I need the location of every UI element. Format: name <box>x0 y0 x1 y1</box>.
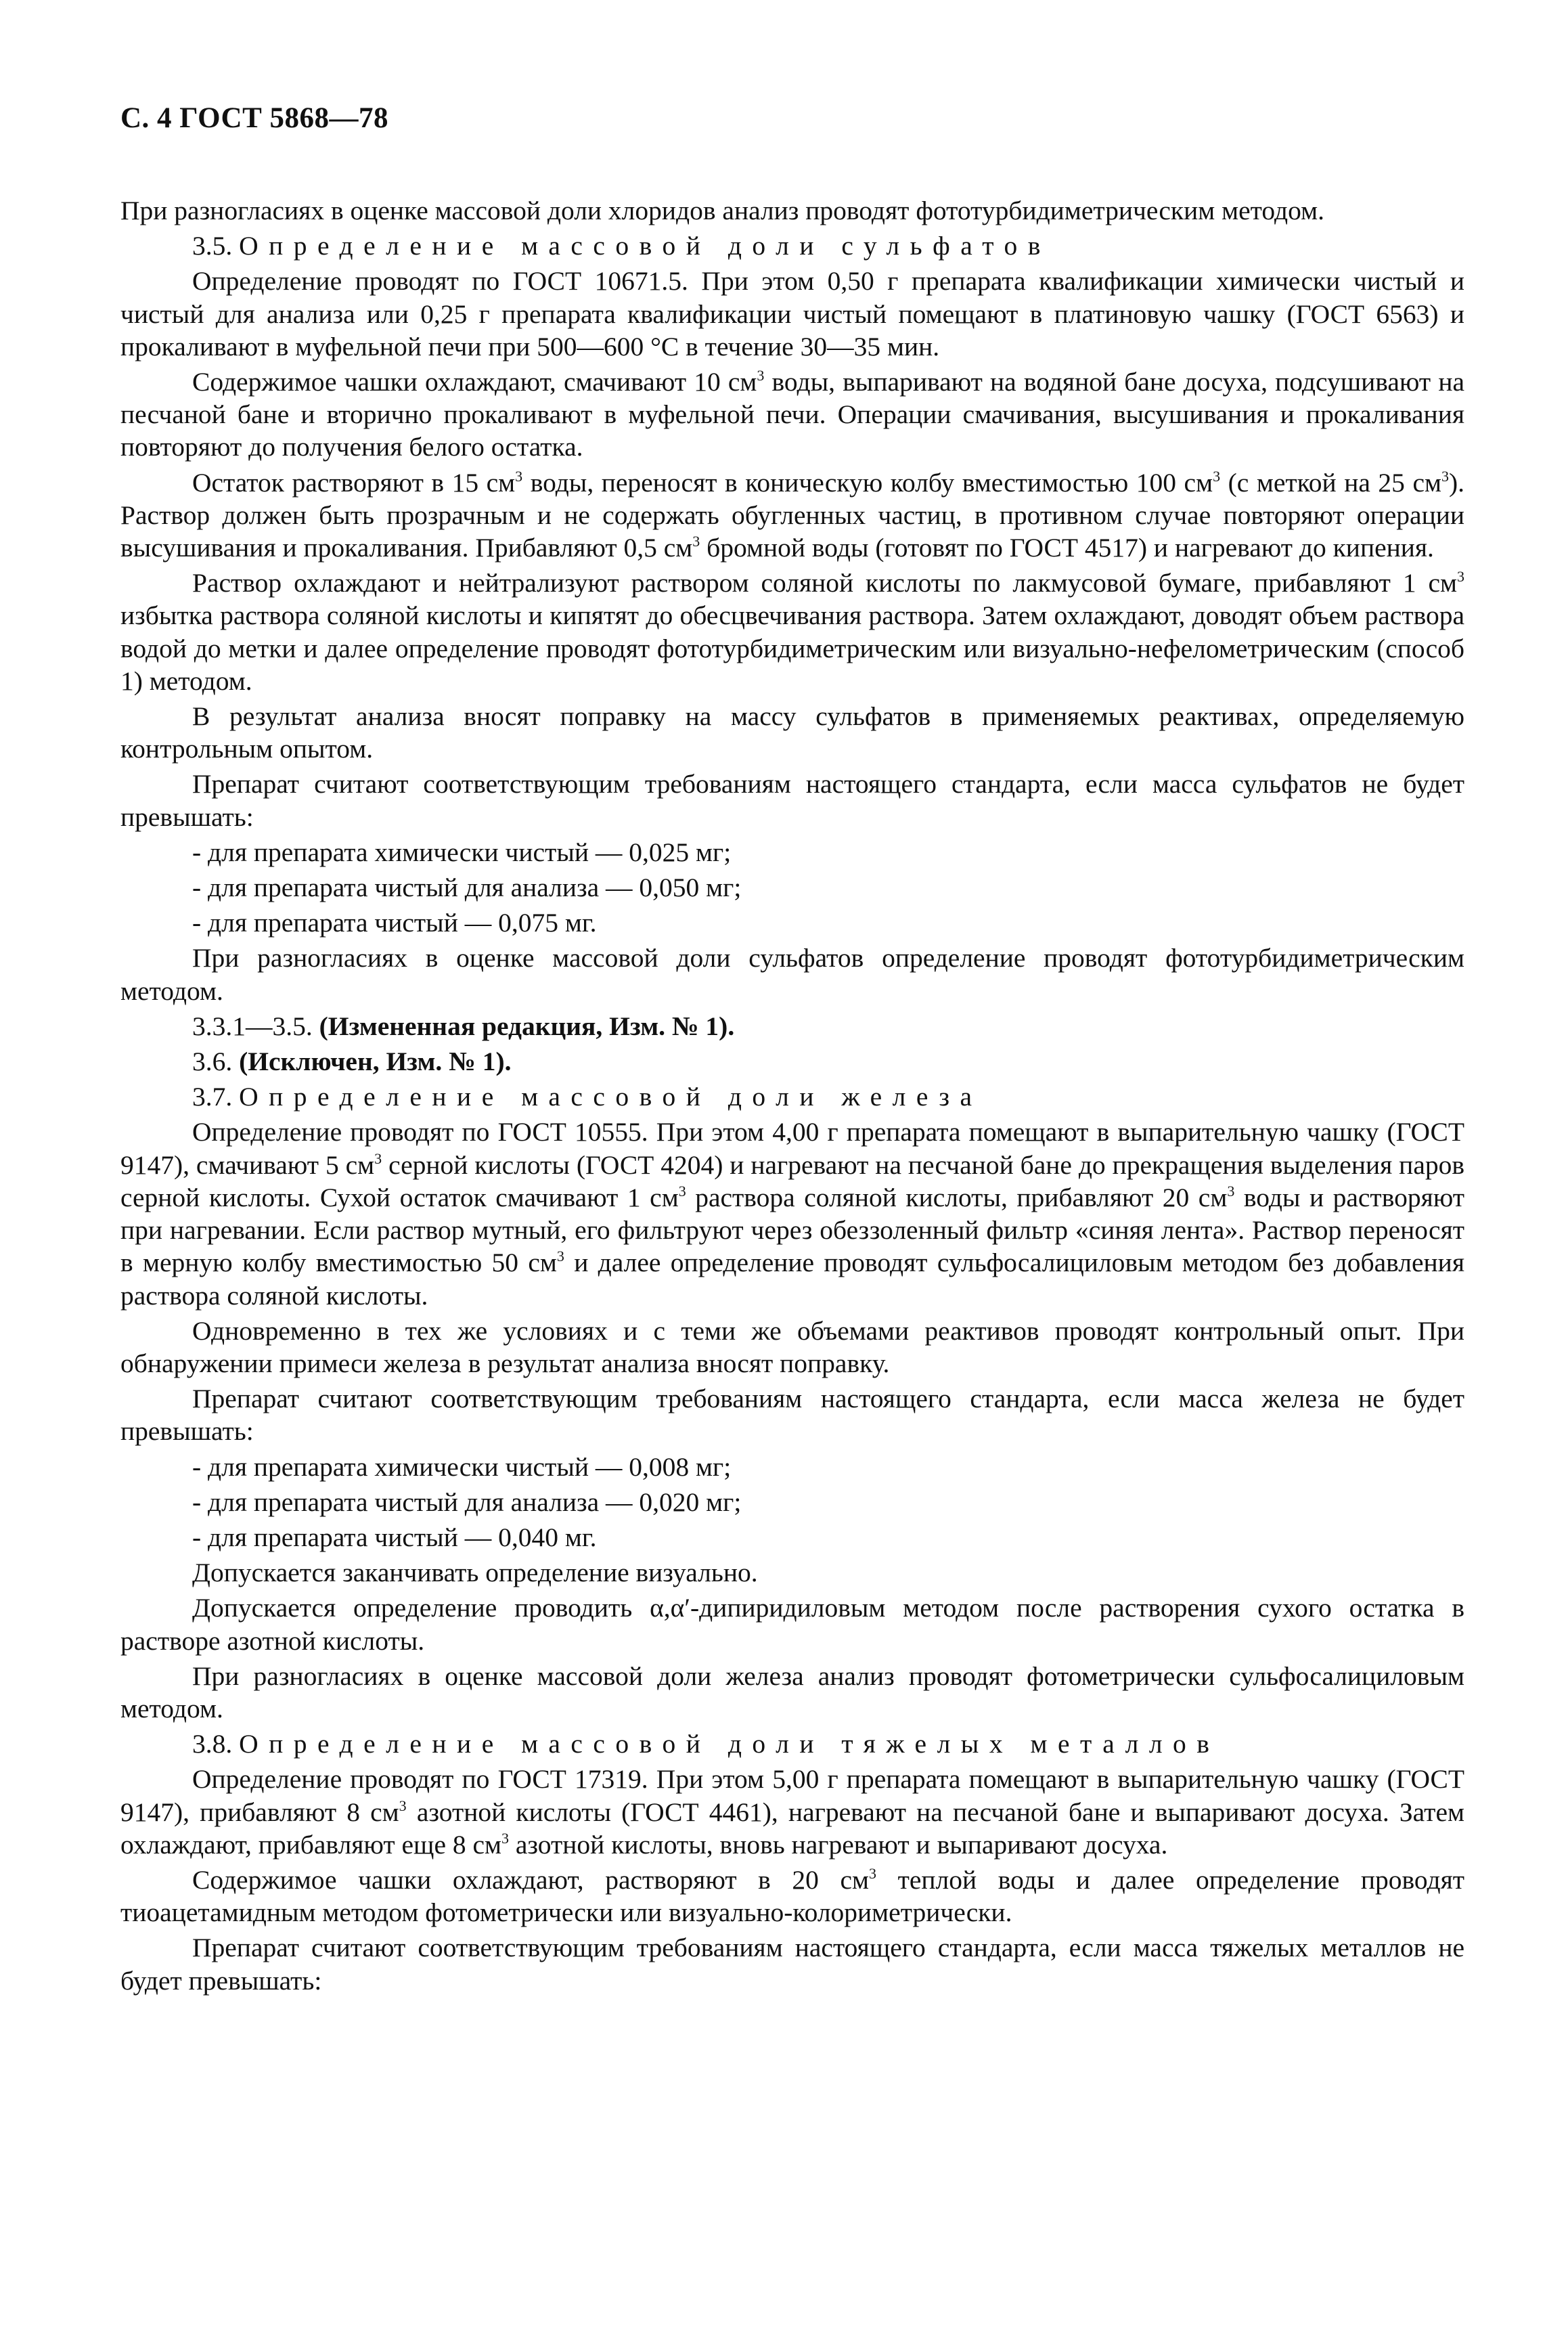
superscript: 3 <box>869 1864 877 1882</box>
amendment-note <box>120 1045 1464 1078</box>
text-run: - для препарата чистый для анализа — 0,020 мг; <box>192 1487 742 1517</box>
paragraph <box>120 1931 1464 1996</box>
superscript: 3 <box>1213 467 1221 485</box>
section-title: Определение массовой доли сульфатов <box>239 231 1051 261</box>
section-number: 3.8. <box>192 1729 240 1759</box>
text-run: Раствор охлаждают и нейтрализуют раствором соляной кислоты по лакмусовой бумаге, прибавляют 1 см <box>192 568 1457 598</box>
superscript: 3 <box>1457 568 1464 586</box>
section-number: 3.5. <box>192 231 240 261</box>
text-run: воды, переносят в коническую колбу вместимостью 100 см <box>522 467 1213 498</box>
superscript: 3 <box>1441 467 1449 485</box>
text-run: ). Раствор должен быть прозрачным и не содержать обугленных частиц, в противном случае повторяют операции высушивания и прокаливания. Прибавляют 0,5 см <box>120 467 1464 563</box>
paragraph <box>120 1556 1464 1589</box>
list-item <box>120 1486 1464 1518</box>
paragraph <box>120 366 1464 464</box>
list-item <box>120 1451 1464 1483</box>
superscript: 3 <box>374 1149 382 1167</box>
text-run: раствора соляной кислоты, прибавляют 20 см <box>686 1182 1228 1212</box>
text-run: При разногласиях в оценке массовой доли хлоридов анализ проводят фототурбидиметрическим методом. <box>120 196 1324 225</box>
superscript: 3 <box>692 533 700 550</box>
text-run: Содержимое чашки охлаждают, растворяют в 20 см <box>192 1864 870 1895</box>
text-run: Остаток растворяют в 15 см <box>192 467 516 498</box>
paragraph <box>120 1315 1464 1380</box>
text-run: (с меткой на 25 см <box>1220 467 1441 498</box>
paragraph <box>120 1763 1464 1861</box>
text-run: Определение проводят по ГОСТ 10671.5. При этом 0,50 г препарата квалификации химически чистый и чистый для анализа или 0,25 г препарата квалификации чистый помещают в платиновую чашку (ГОСТ 6563) и прокаливают в муфельной печи при 500—600 °С в течение 30—35 мин. <box>120 266 1464 361</box>
text-run: избытка раствора соляной кислоты и кипятят до обесцвечивания раствора. Затем охлаждают, доводят объем раствора водой до метки и далее определение проводят фототурбидиметрическим или визуально-нефелометрическим (способ 1) методом. <box>120 600 1464 696</box>
amendment-note <box>120 1010 1464 1042</box>
superscript: 3 <box>515 467 523 485</box>
superscript: 3 <box>501 1829 510 1847</box>
section-number: 3.7. <box>192 1082 240 1112</box>
section-heading-3-8 <box>120 1728 1464 1760</box>
paragraph <box>120 1864 1464 1929</box>
document-page <box>120 102 1464 2000</box>
paragraph <box>120 942 1464 1007</box>
list-item <box>120 871 1464 904</box>
text-run: Определение проводят по ГОСТ 10555. При этом 4,00 г препарата помещают в выпарительную чашку (ГОСТ 9147), смачивают 5 см <box>120 1117 1464 1180</box>
paragraph <box>120 1660 1464 1725</box>
text-run: 3.3.1—3.5. <box>192 1011 319 1041</box>
text-run: воды, выпаривают на водяной бане досуха, подсушивают на песчаной бане и вторично прокаливают в муфельной печи. Операции смачивания, высушивания и прокаливания повторяют до получения белого остатка. <box>120 367 1464 462</box>
paragraph <box>120 768 1464 833</box>
text-run: Препарат считают соответствующим требованиям настоящего стандарта, если масса сульфатов не будет превышать: <box>120 769 1464 832</box>
text-run: - для препарата химически чистый — 0,025 мг; <box>192 837 732 867</box>
text-run: азотной кислоты (ГОСТ 4461), нагревают на песчаной бане и выпаривают досуха. Затем охлаждают, прибавляют еще 8 см <box>120 1797 1464 1860</box>
text-run: воды и растворяют при нагревании. Если раствор мутный, его фильтруют через обеззоленный фильтр «синяя лента». Раствор переносят в мерную колбу вместимостью 50 см <box>120 1182 1464 1278</box>
text-run: серной кислоты (ГОСТ 4204) и нагревают на песчаной бане до прекращения выделения паров серной кислоты. Сухой остаток смачивают 1 см <box>120 1149 1465 1212</box>
paragraph <box>120 1382 1464 1447</box>
paragraph <box>120 194 1464 227</box>
text-run: Допускается заканчивать определение визуально. <box>192 1558 758 1588</box>
paragraph <box>120 700 1464 765</box>
text-run: Препарат считают соответствующим требованиям настоящего стандарта, если масса железа не будет превышать: <box>120 1384 1464 1447</box>
bold-text: (Исключен, Изм. № 1). <box>239 1047 512 1077</box>
text-run: - для препарата чистый для анализа — 0,050 мг; <box>192 873 742 903</box>
text-run: Определение проводят по ГОСТ 17319. При этом 5,00 г препарата помещают в выпарительную чашку (ГОСТ 9147), прибавляют 8 см <box>120 1764 1464 1827</box>
superscript: 3 <box>1227 1182 1235 1200</box>
section-title: Определение массовой доли железа <box>239 1082 983 1112</box>
superscript: 3 <box>757 367 765 384</box>
list-item <box>120 906 1464 939</box>
text-run: Препарат считают соответствующим требованиям настоящего стандарта, если масса тяжелых металлов не будет превышать: <box>120 1933 1464 1996</box>
superscript: 3 <box>678 1182 686 1200</box>
bold-text: (Измененная редакция, Изм. № 1). <box>319 1011 735 1041</box>
paragraph <box>120 466 1464 565</box>
text-run: Содержимое чашки охлаждают, смачивают 10 см <box>192 367 757 397</box>
list-item <box>120 836 1464 869</box>
text-run: Допускается определение проводить α,α′-дипиридиловым методом после растворения сухого остатка в растворе азотной кислоты. <box>120 1593 1464 1656</box>
list-item <box>120 1521 1464 1554</box>
text-run: теплой воды и далее определение проводят тиоацетамидным методом фотометрически или визуально-колориметрически. <box>120 1864 1465 1928</box>
superscript: 3 <box>556 1248 564 1265</box>
text-run: - для препарата чистый — 0,075 мг. <box>192 908 597 938</box>
text-run: 3.6. <box>192 1047 240 1077</box>
text-run: При разногласиях в оценке массовой доли железа анализ проводят фотометрически сульфосалициловым методом. <box>120 1661 1464 1723</box>
text-run: Одновременно в тех же условиях и с теми же объемами реактивов проводят контрольный опыт. При обнаружении примеси железа в результат анализа вносят поправку. <box>120 1315 1464 1378</box>
text-run: При разногласиях в оценке массовой доли сульфатов определение проводят фототурбидиметрическим методом. <box>120 943 1464 1006</box>
paragraph <box>120 1116 1464 1311</box>
superscript: 3 <box>399 1797 407 1814</box>
section-heading-3-7 <box>120 1080 1464 1113</box>
text-run: и далее определение проводят сульфосалициловым методом без добавления раствора соляной кислоты. <box>120 1248 1464 1311</box>
text-run: - для препарата химически чистый — 0,008 мг; <box>192 1451 732 1482</box>
paragraph <box>120 567 1464 697</box>
text-run: - для препарата чистый — 0,040 мг. <box>192 1522 597 1552</box>
text-run: бромной воды (готовят по ГОСТ 4517) и нагревают до кипения. <box>700 533 1434 563</box>
page-header: С. 4 ГОСТ 5868—78 <box>120 102 389 134</box>
text-run: В результат анализа вносят поправку на массу сульфатов в применяемых реактивах, определяемую контрольным опытом. <box>120 701 1464 764</box>
paragraph <box>120 1591 1464 1656</box>
section-title: Определение массовой доли тяжелых металлов <box>239 1729 1220 1759</box>
paragraph <box>120 265 1464 363</box>
text-run: азотной кислоты, вновь нагревают и выпаривают досуха. <box>509 1829 1168 1860</box>
section-heading-3-5 <box>120 229 1464 262</box>
